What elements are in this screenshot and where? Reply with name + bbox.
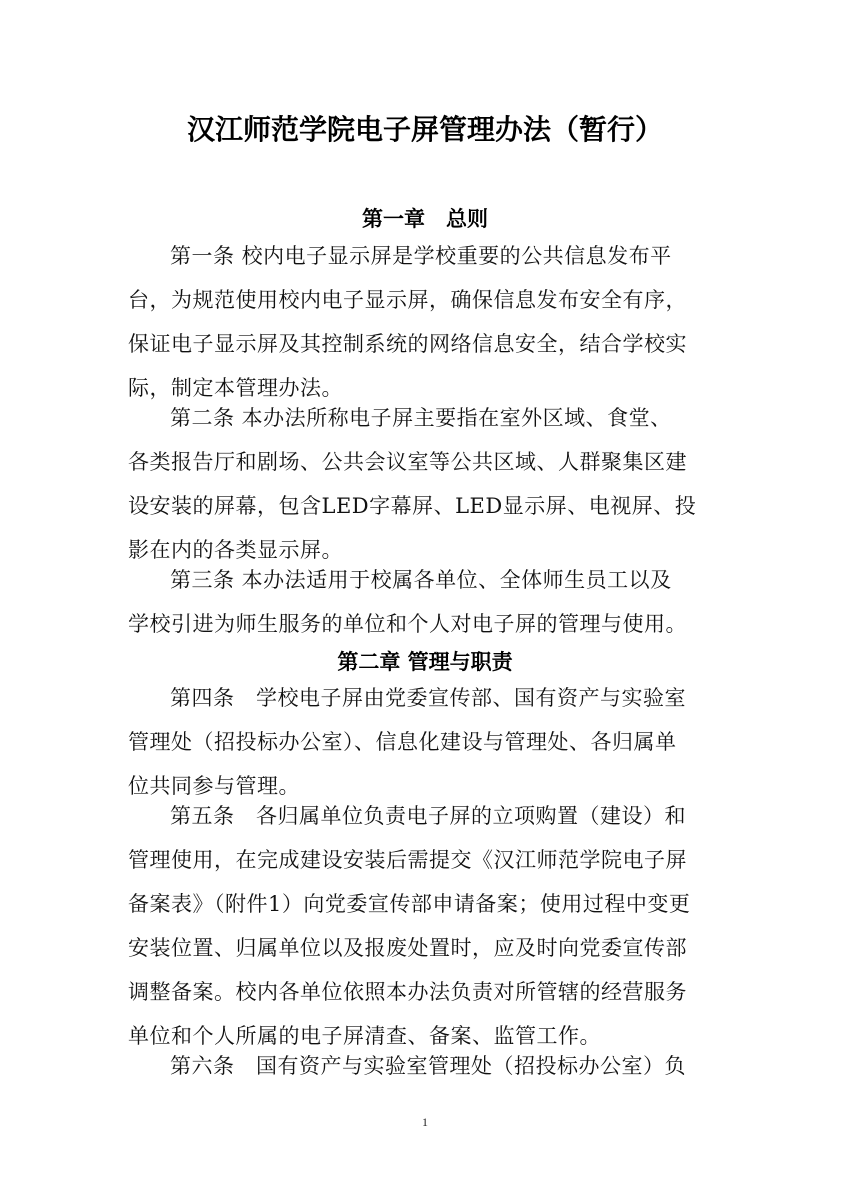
article-6 [128, 1044, 722, 1088]
article-line: 单位和个人所属的电子屏清查、备案、监管工作。 [128, 1024, 601, 1048]
article-4 [128, 676, 722, 808]
article-line: 设安装的屏幕，包含LED字幕屏、LED显示屏、电视屏、投 [128, 494, 697, 518]
article-line: 第一条 校内电子显示屏是学校重要的公共信息发布平 [170, 244, 672, 268]
article-2 [128, 396, 722, 572]
article-line: 第五条 各归属单位负责电子屏的立项购置（建设）和 [170, 804, 686, 828]
article-line: 台，为规范使用校内电子显示屏，确保信息发布安全有序， [128, 288, 687, 312]
article-line: 位共同参与管理。 [128, 774, 300, 798]
article-line: 第四条 学校电子屏由党委宣传部、国有资产与实验室 [170, 686, 686, 710]
article-line: 第二条 本办法所称电子屏主要指在室外区域、食堂、 [170, 406, 672, 430]
article-line: 保证电子显示屏及其控制系统的网络信息安全，结合学校实 [128, 332, 687, 356]
article-line: 各类报告厅和剧场、公共会议室等公共区域、人群聚集区建 [128, 450, 687, 474]
article-line: 影在内的各类显示屏。 [128, 538, 343, 562]
article-line: 管理处（招投标办公室）、信息化建设与管理处、各归属单 [128, 730, 677, 754]
document-title: 汉江师范学院电子屏管理办法（暂行） [186, 113, 663, 146]
article-5 [128, 794, 722, 1058]
article-3 [128, 558, 722, 646]
article-line: 第三条 本办法适用于校属各单位、全体师生员工以及 [170, 568, 672, 592]
chapter-heading-1: 第一章 总则 [362, 207, 488, 231]
article-line: 调整备案。校内各单位依照本办法负责对所管辖的经营服务 [128, 980, 687, 1004]
article-line: 备案表》（附件1）向党委宣传部申请备案；使用过程中变更 [128, 892, 691, 916]
article-line: 际，制定本管理办法。 [128, 376, 343, 400]
article-line: 安装位置、归属单位以及报废处置时，应及时向党委宣传部 [128, 936, 687, 960]
article-1 [128, 234, 722, 410]
article-line: 第六条 国有资产与实验室管理处（招投标办公室）负 [170, 1054, 686, 1078]
article-line: 学校引进为师生服务的单位和个人对电子屏的管理与使用。 [128, 612, 687, 636]
chapter-heading-2: 第二章 管理与职责 [337, 650, 513, 674]
page-number: 1 [422, 1115, 428, 1129]
article-line: 管理使用，在完成建设安装后需提交《汉江师范学院电子屏 [128, 848, 687, 872]
